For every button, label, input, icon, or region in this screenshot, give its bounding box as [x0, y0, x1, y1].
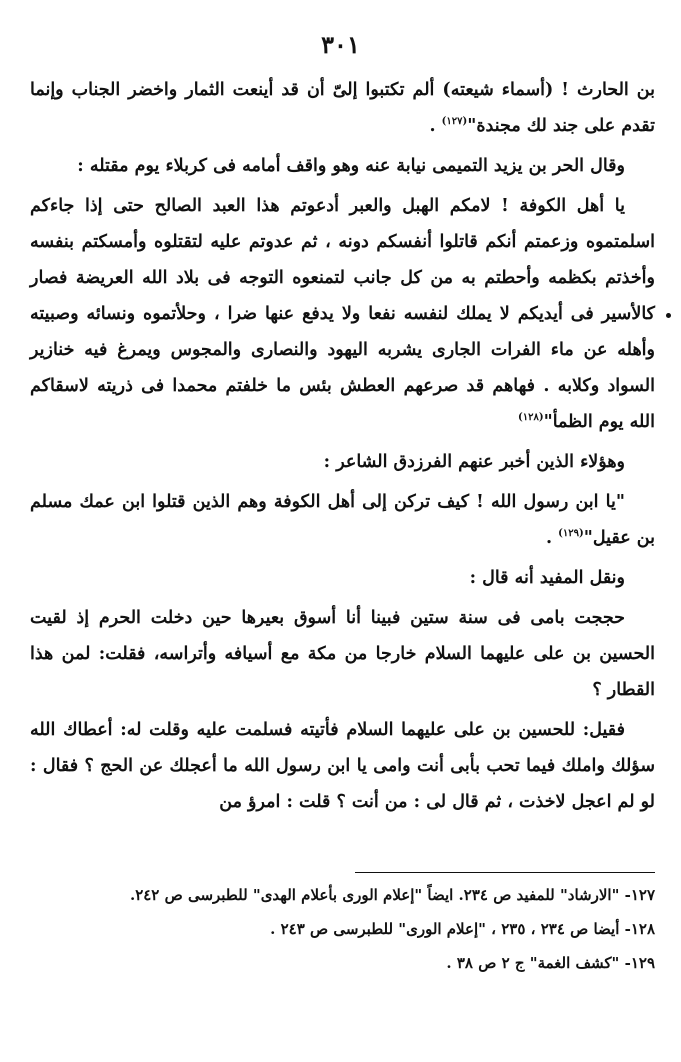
main-text [30, 72, 655, 824]
paragraph-text: يا أهل الكوفة ! لامكم الهبل والعبر أدعوتم هذا العبد الصالح حتى إذا جاءكم اسلمتموه وزعمتم أنكم قاتلوا أنفسكم دونه ، ثم عدوتم عليه لتقتلوه وأمسكتم بنفسه وأخذتم بكظمه وأحطتم به من كل جانب لتمنعوه التوجه فى بلاد الله العريضة فصار كالأسير فى أيديكم لا يملك لنفسه نفعا ولا يدفع عنها ضرا ، وحلأتموه ونسائه وصبيته وأهله عن ماء الفرات الجارى يشربه اليهود والنصارى والمجوس ويمرغ فيه خنازير السواد وكلابه . فهاهم قد صرعهم العطش بئس ما خلفتم محمدا فى ذريته لاسقاكم الله يوم الظمأ" [30, 196, 655, 432]
paragraph-end: . [545, 528, 559, 548]
paragraph-text: "يا ابن رسول الله ! كيف تركن إلى أهل الكوفة وهم الذين قتلوا ابن عمك مسلم بن عقيل" [30, 492, 655, 548]
footnotes [30, 878, 655, 980]
paragraph: وهؤلاء الذين أخبر عنهم الفرزدق الشاعر : [323, 452, 625, 472]
margin-mark [666, 313, 671, 318]
paragraph [30, 72, 655, 144]
page-number: ٣٠١ [321, 30, 360, 59]
paragraph [30, 188, 655, 440]
paragraph [30, 484, 655, 556]
footnote-ref: (١٢٧) [441, 116, 468, 128]
paragraph-text: بن الحارث ! (أسماء شيعته) ألم تكتبوا إلىّ أن قد أينعت الثمار واخضر الجناب وإنما تقدم على جند لك مجندة" [30, 80, 655, 136]
paragraph: ونقل المفيد أنه قال : [469, 568, 625, 588]
paragraph-end: . [429, 116, 442, 136]
footnote-ref: (١٢٩) [558, 528, 584, 540]
footnote-128: ١٢٨- أيضا ص ٢٣٤ ، ٢٣٥ ، "إعلام الورى" للطبرسى ص ٢٤٣ . [270, 920, 655, 938]
footnote-ref: (١٢٨) [517, 412, 544, 424]
paragraph: حججت بامى فى سنة ستين فبينا أنا أسوق بعيرها حين دخلت الحرم إذ لقيت الحسين بن على عليهما السلام خارجا من مكة مع أسيافه وأتراسه، فقلت: لمن هذا القطار ؟ [30, 608, 655, 700]
footnote-129: ١٢٩- "كشف الغمة" ج ٢ ص ٣٨ . [446, 954, 655, 972]
footnote-divider [355, 872, 655, 873]
paragraph: وقال الحر بن يزيد التميمى نيابة عنه وهو واقف أمامه فى كربلاء يوم مقتله : [77, 156, 625, 176]
footnote-127: ١٢٧- "الارشاد" للمفيد ص ٢٣٤. ايضاً "إعلام الورى بأعلام الهدى" للطبرسى ص ٢٤٢. [129, 886, 655, 904]
paragraph: فقيل: للحسين بن على عليهما السلام فأتيته فسلمت عليه وقلت له: أعطاك الله سؤلك واملك فيما تحب بأبى أنت وامى يا ابن رسول الله ما أعجلك عن الحج ؟ فقال : لو لم اعجل لاخذت ، ثم قال لى : من أنت ؟ قلت : امرؤ من [30, 720, 655, 812]
